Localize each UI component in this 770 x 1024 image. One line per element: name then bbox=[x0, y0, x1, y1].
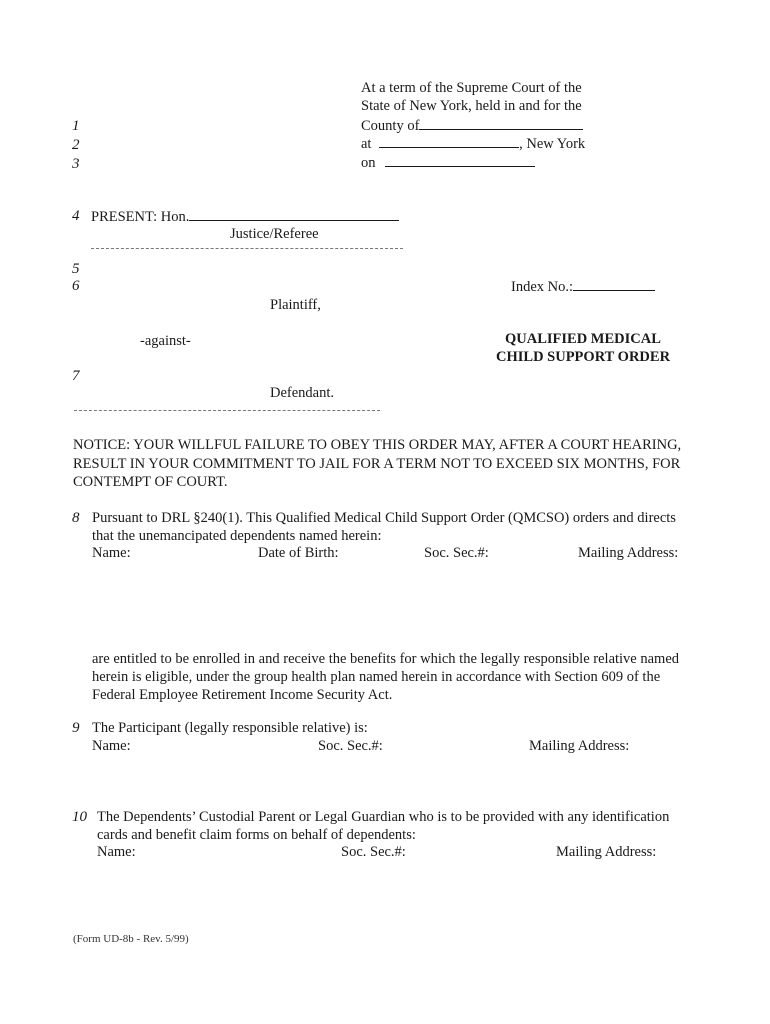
justice-referee-label: Justice/Referee bbox=[230, 226, 319, 242]
line-number-5: 5 bbox=[72, 261, 80, 277]
section9-col-name: Name: bbox=[92, 738, 131, 754]
on-line bbox=[361, 153, 535, 172]
county-blank[interactable] bbox=[419, 116, 583, 130]
section10-col-address: Mailing Address: bbox=[556, 844, 657, 860]
section10-line1: The Dependents’ Custodial Parent or Legal Guardian who is to be provided with any identification bbox=[97, 809, 670, 825]
section8-col-dob: Date of Birth: bbox=[258, 545, 339, 561]
court-term-line2: State of New York, held in and for the bbox=[361, 98, 582, 114]
notice-line3: CONTEMPT OF COURT. bbox=[73, 474, 228, 490]
line-number-6: 6 bbox=[72, 278, 80, 294]
index-blank[interactable] bbox=[573, 277, 655, 291]
section8-para-line1: are entitled to be enrolled in and receive the benefits for which the legally responsible relative named bbox=[92, 651, 680, 667]
section8-col-address: Mailing Address: bbox=[578, 545, 679, 561]
new-york-suffix: , New York bbox=[519, 136, 586, 152]
section10-col-ssn: Soc. Sec.#: bbox=[341, 844, 406, 860]
court-term-line1: At a term of the Supreme Court of the bbox=[361, 80, 582, 96]
title-line2: CHILD SUPPORT ORDER bbox=[496, 349, 671, 365]
section8-col-name: Name: bbox=[92, 545, 131, 561]
line-number-7: 7 bbox=[72, 368, 80, 384]
section9-line1: The Participant (legally responsible relative) is: bbox=[92, 720, 368, 736]
notice-line2: RESULT IN YOUR COMMITMENT TO JAIL FOR A TERM NOT TO EXCEED SIX MONTHS, FOR bbox=[73, 456, 681, 472]
title-line1: QUALIFIED MEDICAL bbox=[505, 331, 661, 347]
present-line bbox=[91, 207, 399, 226]
at-label: at bbox=[361, 136, 372, 152]
section8-line2: that the unemancipated dependents named herein: bbox=[92, 528, 382, 544]
on-label: on bbox=[361, 155, 376, 171]
notice-line1: NOTICE: YOUR WILLFUL FAILURE TO OBEY THIS ORDER MAY, AFTER A COURT HEARING, bbox=[73, 437, 682, 453]
index-label: Index No.: bbox=[511, 279, 574, 295]
at-blank[interactable] bbox=[379, 134, 519, 148]
section10-col-name: Name: bbox=[97, 844, 136, 860]
form-identifier: (Form UD-8b - Rev. 5/99) bbox=[73, 933, 189, 945]
section8-col-ssn: Soc. Sec.#: bbox=[424, 545, 489, 561]
divider-dashed-top bbox=[91, 248, 403, 249]
section8-para-line3: Federal Employee Retirement Income Security Act. bbox=[92, 687, 393, 703]
section8-para-line2: herein is eligible, under the group health plan named herein in accordance with Section 609 of the bbox=[92, 669, 661, 685]
section10-line2: cards and benefit claim forms on behalf of dependents: bbox=[97, 827, 416, 843]
against-label: -against- bbox=[140, 333, 191, 349]
present-blank[interactable] bbox=[189, 207, 399, 221]
section8-line1: Pursuant to DRL §240(1). This Qualified Medical Child Support Order (QMCSO) orders and directs bbox=[92, 510, 676, 526]
plaintiff-label: Plaintiff, bbox=[270, 297, 321, 313]
on-blank[interactable] bbox=[385, 153, 535, 167]
line-number-2: 2 bbox=[72, 137, 80, 153]
line-number-9: 9 bbox=[72, 720, 80, 736]
county-line bbox=[361, 116, 583, 135]
defendant-label: Defendant. bbox=[270, 385, 335, 401]
at-line bbox=[361, 134, 585, 153]
line-number-4: 4 bbox=[72, 208, 80, 224]
index-number-line bbox=[511, 277, 655, 296]
line-number-8: 8 bbox=[72, 510, 80, 526]
line-number-3: 3 bbox=[72, 156, 80, 172]
county-label: County of bbox=[361, 118, 420, 134]
line-number-1: 1 bbox=[72, 118, 80, 134]
section9-col-ssn: Soc. Sec.#: bbox=[318, 738, 383, 754]
divider-dashed-bottom bbox=[74, 410, 380, 411]
present-label: PRESENT: Hon. bbox=[91, 209, 190, 225]
line-number-10: 10 bbox=[72, 809, 87, 825]
section9-col-address: Mailing Address: bbox=[529, 738, 630, 754]
